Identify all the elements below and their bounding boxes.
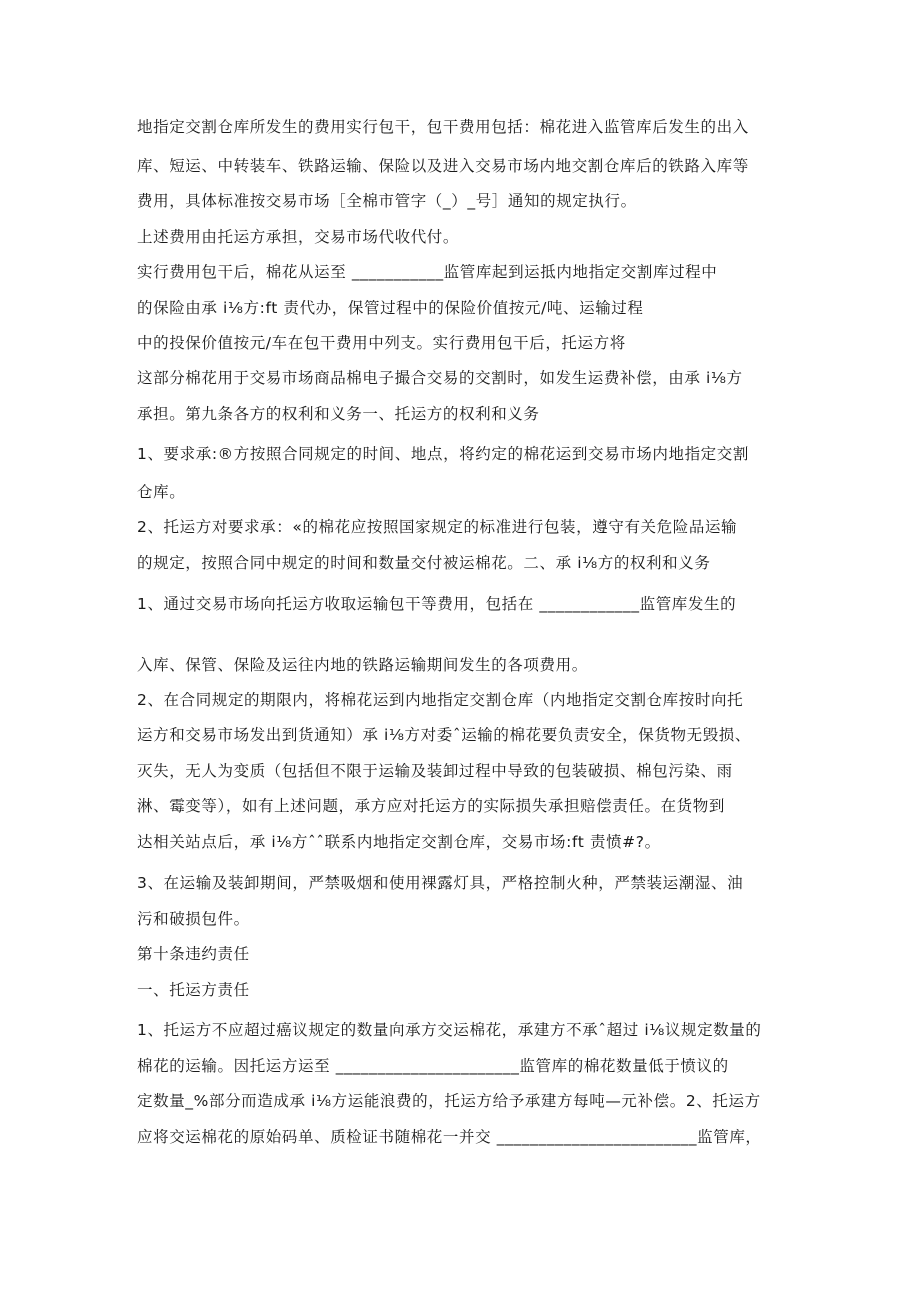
text-line: 1、通过交易市场向托运方收取运输包干等费用，包括在 ____________监管库发生的 [137, 595, 737, 613]
text-line: 淋、霉变等），如有上述问题，承方应对托运方的实际损失承担赔偿责任。在货物到 [137, 797, 725, 815]
text-line: 第十条违约责任 [137, 945, 250, 963]
text-line: 这部分棉花用于交易市场商品棉电子撮合交易的交割时，如发生运费补偿，由承 i⅛方 [137, 369, 743, 387]
text-line: 地指定交割仓库所发生的费用实行包干，包干费用包括：棉花进入监管库后发生的出入 [137, 118, 749, 136]
text-line: 入库、保管、保险及运往内地的铁路运输期间发生的各项费用。 [137, 656, 588, 674]
text-line: 中的投保价值按元/车在包干费用中列支。实行费用包干后，托运方将 [137, 334, 626, 352]
text-line: 库、短运、中转装车、铁路运输、保险以及进入交易市场内地交割仓库后的铁路入库等 [137, 157, 749, 175]
text-line: 费用，具体标准按交易市场［全棉市管字（_）_号］通知的规定执行。 [137, 192, 637, 210]
text-line: 仓库。 [137, 483, 186, 501]
text-line: 1、要求承:®方按照合同规定的时间、地点，将约定的棉花运到交易市场内地指定交割 [137, 445, 749, 463]
text-line: 污和破损包件。 [137, 910, 250, 928]
text-line: 上述费用由托运方承担，交易市场代收代付。 [137, 228, 460, 246]
text-line: 应将交运棉花的原始码单、质检证书随棉花一并交 ________________________监管库， [137, 1128, 762, 1146]
text-line: 1、托运方不应超过癌议规定的数量向承方交运棉花，承建方不承ˆ超过 i⅛议规定数量的 [137, 1021, 762, 1039]
text-line: 2、在合同规定的期限内，将棉花运到内地指定交割仓库（内地指定交割仓库按时向托 [137, 691, 744, 709]
text-line: 定数量_%部分而造成承 i⅛方运能浪费的，托运方给予承建方每吨—元补偿。2、托运方 [137, 1092, 761, 1110]
text-line: 实行费用包干后，棉花从运至 ___________监管库起到运抵内地指定交割库过程中 [137, 263, 718, 281]
text-line: 3、在运输及装卸期间，严禁吸烟和使用裸露灯具，严格控制火种，严禁装运潮湿、油 [137, 874, 744, 892]
text-line: 运方和交易市场发出到货通知）承 i⅛方对委ˆ运输的棉花要负责安全，保货物无毁损、 [137, 726, 752, 744]
text-line: 灭失，无人为变质（包括但不限于运输及装卸过程中导致的包装破损、棉包污染、雨 [137, 762, 733, 780]
text-line: 的保险由承 i⅛方:ft 责代办，保管过程中的保险价值按元/吨、运输过程 [137, 299, 644, 317]
text-line: 的规定，按照合同中规定的时间和数量交付被运棉花。二、承 i⅛方的权利和义务 [137, 554, 711, 572]
text-line: 达相关站点后，承 i⅛方ˆˆ联系内地指定交割仓库，交易市场:ft 责愤#?。 [137, 833, 661, 851]
text-line: 棉花的运输。因托运方运至 ______________________监管库的棉花数量低于愤议的 [137, 1057, 729, 1075]
text-line: 承担。第九条各方的权利和义务一、托运方的权利和义务 [137, 405, 540, 423]
text-line: 2、托运方对要求承：«的棉花应按照国家规定的标准进行包装，遵守有关危险品运输 [137, 518, 738, 536]
text-line: 一、托运方责任 [137, 981, 250, 999]
